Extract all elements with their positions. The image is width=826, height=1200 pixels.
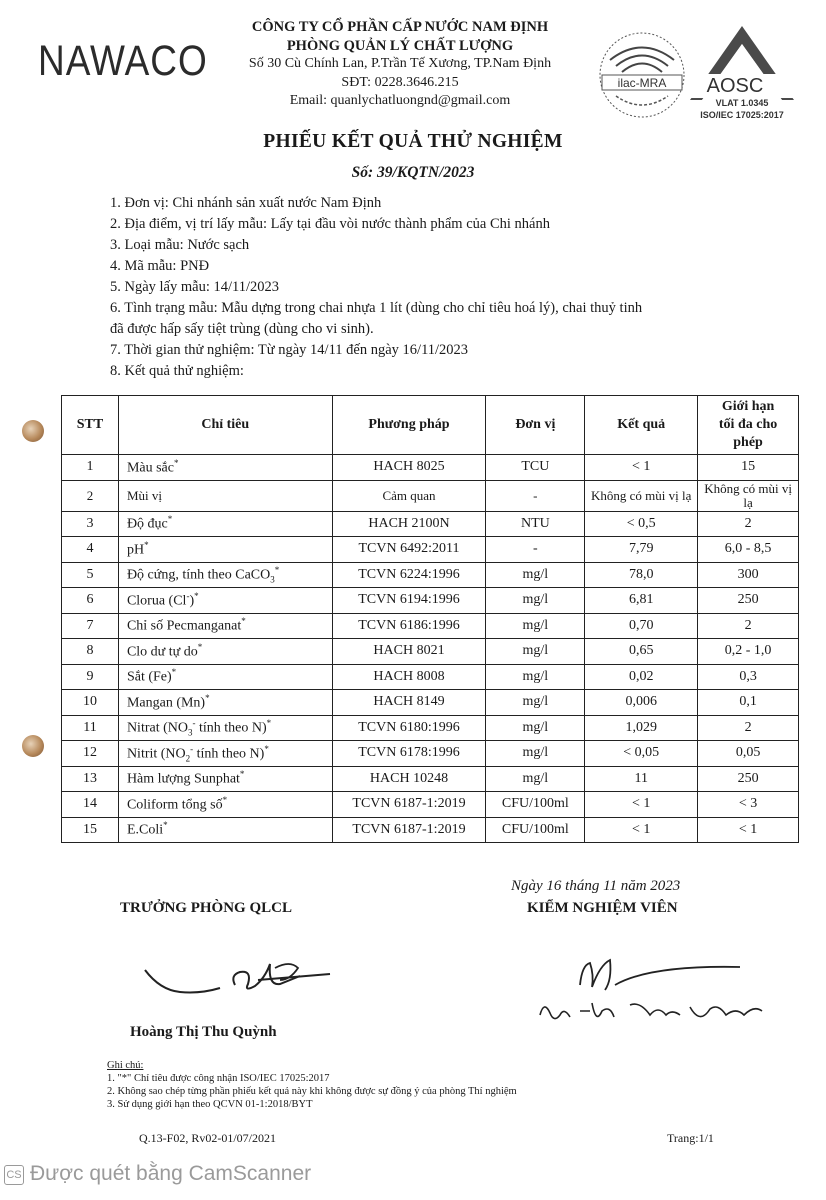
cell-stt: 1 (62, 455, 119, 481)
accredited-mark: * (163, 820, 168, 831)
cell-method: HACH 8008 (332, 664, 486, 690)
criteria-name: Độ cứng, tính theo CaCO (126, 567, 271, 583)
cell-method: TCVN 6492:2011 (332, 537, 486, 563)
criteria-name: Coliform tổng số (126, 797, 223, 813)
accredited-mark: * (197, 641, 203, 652)
cell-result: 0,65 (585, 639, 698, 665)
cell-result: < 0,5 (585, 511, 698, 537)
cell-stt: 14 (62, 792, 119, 818)
cell-method: TCVN 6180:1996 (332, 715, 486, 741)
accredited-mark: * (205, 692, 210, 703)
cell-unit: - (486, 480, 585, 511)
cell-limit: < 3 (698, 792, 799, 818)
cell-result: 0,006 (585, 690, 698, 716)
aosc-logo (690, 22, 800, 122)
cell-criteria (118, 817, 332, 843)
cell-result: 6,81 (585, 588, 698, 614)
cell-result: 11 (585, 766, 698, 792)
cell-limit: 250 (698, 588, 799, 614)
cell-result: < 1 (585, 792, 698, 818)
head-of-qc-name: Hoàng Thị Thu Quỳnh (130, 1024, 277, 1040)
camscanner-text: Được quét bằng CamScanner (30, 1162, 312, 1185)
cell-result: Không có mùi vị lạ (585, 480, 698, 511)
cell-unit: mg/l (486, 639, 585, 665)
header-result: Kết quả (585, 396, 698, 455)
header-criteria: Chỉ tiêu (118, 396, 332, 455)
cell-result: 7,79 (585, 537, 698, 563)
table-row (62, 562, 799, 588)
report-title: PHIẾU KẾT QUẢ THỬ NGHIỆM (263, 131, 563, 152)
cell-method: TCVN 6194:1996 (332, 588, 486, 614)
results-table (61, 395, 799, 843)
note-2: 2. Không sao chép từng phần phiếu kết quả này khi không được sự đồng ý của phòng Thí nghiệm (107, 1086, 517, 1097)
cell-unit: mg/l (486, 690, 585, 716)
cell-result: < 1 (585, 817, 698, 843)
cell-unit: mg/l (486, 741, 585, 767)
cell-method: HACH 8021 (332, 639, 486, 665)
cell-criteria (118, 537, 332, 563)
table-row (62, 792, 799, 818)
cell-method: TCVN 6186:1996 (332, 613, 486, 639)
table-header-row (62, 396, 799, 455)
cell-unit: mg/l (486, 664, 585, 690)
cell-method: TCVN 6187-1:2019 (332, 817, 486, 843)
table-row (62, 715, 799, 741)
cell-unit: - (486, 537, 585, 563)
nawaco-logo: NAWACO (38, 36, 208, 84)
cell-result: < 1 (585, 455, 698, 481)
criteria-name: Màu sắc (126, 460, 174, 476)
accredited-mark: * (173, 457, 179, 468)
criteria-name: E.Coli (126, 823, 164, 839)
note-3: 3. Sử dụng giới hạn theo QCVN 01-1:2018/BYT (107, 1099, 313, 1110)
cell-stt: 11 (62, 715, 119, 741)
table-row (62, 480, 799, 511)
aosc-code: VLAT 1.0345 (715, 98, 769, 108)
cell-limit: Không có mùi vị lạ (698, 480, 799, 511)
cell-stt: 13 (62, 766, 119, 792)
cell-unit: mg/l (486, 588, 585, 614)
report-number: Số: 39/KQTN/2023 (351, 164, 475, 181)
cell-criteria (118, 562, 332, 588)
cell-result: 0,70 (585, 613, 698, 639)
accredited-mark: * (144, 539, 149, 550)
info-sample-state: 6. Tình trạng mẫu: Mẫu dựng trong chai nhựa 1 lít (dùng cho chỉ tiêu hoá lý), chai thuỷ tinh (110, 300, 643, 316)
table-row (62, 537, 799, 563)
accredited-mark: * (171, 667, 177, 678)
cell-unit: mg/l (486, 766, 585, 792)
cell-method: HACH 8025 (332, 455, 486, 481)
cell-criteria (118, 639, 332, 665)
cell-stt: 15 (62, 817, 119, 843)
cell-result: < 0,05 (585, 741, 698, 767)
notes-heading: Ghi chú: (107, 1060, 144, 1071)
header-stt: STT (62, 396, 119, 455)
cell-stt: 8 (62, 639, 119, 665)
company-phone: SĐT: 0228.3646.215 (341, 74, 459, 90)
cell-unit: NTU (486, 511, 585, 537)
criteria-subscript: 2 (185, 752, 191, 763)
punch-hole-top (22, 420, 44, 442)
cell-criteria (118, 766, 332, 792)
company-header (210, 18, 590, 111)
info-sample-type: 3. Loại mẫu: Nước sạch (110, 237, 250, 253)
cell-criteria (118, 480, 332, 511)
accredited-mark: * (241, 616, 246, 627)
criteria-name-end: tính theo N) (193, 746, 265, 762)
inspector-role: KIỂM NGHIỆM VIÊN (527, 900, 678, 916)
cell-limit: 2 (698, 715, 799, 741)
cell-stt: 6 (62, 588, 119, 614)
accredited-mark: * (167, 514, 173, 525)
cell-method: HACH 2100N (332, 511, 486, 537)
cell-method: TCVN 6224:1996 (332, 562, 486, 588)
cell-criteria (118, 741, 332, 767)
punch-hole-bottom (22, 735, 44, 757)
cell-criteria (118, 715, 332, 741)
cell-method: TCVN 6178:1996 (332, 741, 486, 767)
cell-limit: 2 (698, 511, 799, 537)
cell-stt: 2 (62, 480, 119, 511)
aosc-label: AOSC (706, 75, 764, 97)
ilac-label: ilac-MRA (617, 76, 667, 90)
accredited-mark: * (239, 769, 245, 780)
cell-limit: 15 (698, 455, 799, 481)
table-row (62, 766, 799, 792)
cell-unit: mg/l (486, 613, 585, 639)
info-sample-code: 4. Mã mẫu: PNĐ (110, 258, 210, 274)
cell-limit: 6,0 - 8,5 (698, 537, 799, 563)
header-unit: Đơn vị (486, 396, 585, 455)
cell-unit: CFU/100ml (486, 817, 585, 843)
sample-info (110, 193, 790, 382)
criteria-superscript: - (192, 718, 196, 729)
criteria-name: pH (126, 542, 145, 558)
criteria-name: Mùi vị (126, 487, 162, 503)
cell-stt: 4 (62, 537, 119, 563)
table-row (62, 664, 799, 690)
criteria-name: Clorua (Cl (126, 593, 187, 609)
cell-criteria (118, 613, 332, 639)
form-code: Q.13-F02, Rv02-01/07/2021 (139, 1131, 277, 1145)
cell-method: HACH 8149 (332, 690, 486, 716)
cell-result: 1,029 (585, 715, 698, 741)
criteria-name-end: tính theo N) (195, 720, 267, 736)
cell-unit: TCU (486, 455, 585, 481)
table-row (62, 455, 799, 481)
cell-limit: 0,05 (698, 741, 799, 767)
camscanner-watermark (4, 1162, 311, 1186)
department-name: PHÒNG QUẢN LÝ CHẤT LƯỢNG (286, 37, 514, 54)
info-test-time: 7. Thời gian thử nghiệm: Từ ngày 14/11 đến ngày 16/11/2023 (110, 342, 469, 358)
sign-date: Ngày 16 tháng 11 năm 2023 (511, 878, 681, 894)
cell-unit: mg/l (486, 562, 585, 588)
cell-stt: 12 (62, 741, 119, 767)
cell-limit: 0,1 (698, 690, 799, 716)
criteria-name: Chỉ số Pecmanganat (126, 619, 242, 635)
cell-unit: mg/l (486, 715, 585, 741)
criteria-name: Độ đục (126, 517, 168, 533)
accredited-mark: * (264, 743, 269, 754)
accredited-mark: * (274, 565, 280, 576)
company-name: CÔNG TY CỔ PHẦN CẤP NƯỚC NAM ĐỊNH (251, 19, 549, 35)
info-sample-date: 5. Ngày lấy mẫu: 14/11/2023 (110, 279, 280, 295)
criteria-superscript: - (186, 590, 190, 601)
cell-limit: 0,3 (698, 664, 799, 690)
table-row (62, 588, 799, 614)
cell-stt: 3 (62, 511, 119, 537)
cell-criteria (118, 588, 332, 614)
criteria-name: Hàm lượng Sunphat (126, 772, 240, 788)
camscanner-icon: CS (4, 1165, 24, 1185)
cell-stt: 10 (62, 690, 119, 716)
cell-result: 78,0 (585, 562, 698, 588)
info-sample-state-cont: đã được hấp sấy tiệt trùng (dùng cho vi sinh). (110, 321, 374, 337)
note-1: 1. "*" Chỉ tiêu được công nhận ISO/IEC 17025:2017 (107, 1073, 330, 1084)
company-email: Email: quanlychatluongnd@gmail.com (289, 93, 511, 108)
cell-method: TCVN 6187-1:2019 (332, 792, 486, 818)
header-limit-line1: Giới hạn (721, 399, 775, 414)
table-row (62, 639, 799, 665)
cell-result: 0,02 (585, 664, 698, 690)
table-row (62, 690, 799, 716)
criteria-name: Nitrit (NO (126, 746, 186, 762)
table-row (62, 817, 799, 843)
header-limit (698, 396, 799, 455)
accredited-mark: * (194, 590, 199, 601)
table-row (62, 613, 799, 639)
cell-limit: 2 (698, 613, 799, 639)
header-method: Phương pháp (332, 396, 486, 455)
cell-criteria (118, 455, 332, 481)
criteria-name-end: ) (189, 593, 195, 609)
cell-method: HACH 10248 (332, 766, 486, 792)
criteria-name: Sắt (Fe) (126, 670, 172, 686)
table-row (62, 511, 799, 537)
cell-criteria (118, 792, 332, 818)
criteria-name: Mangan (Mn) (126, 695, 206, 711)
cell-stt: 5 (62, 562, 119, 588)
criteria-subscript: 3 (187, 727, 193, 738)
company-address: Số 30 Cù Chính Lan, P.Trần Tế Xương, TP.Nam Định (248, 56, 552, 71)
head-of-qc-role: TRƯỞNG PHÒNG QLCL (120, 900, 292, 916)
results-table-body (62, 455, 799, 843)
ilac-mra-logo (596, 30, 688, 120)
info-location: 2. Địa điểm, vị trí lấy mẫu: Lấy tại đầu vòi nước thành phẩm của Chi nhánh (110, 216, 550, 232)
accredited-mark: * (266, 718, 272, 729)
cell-criteria (118, 511, 332, 537)
aosc-standard: ISO/IEC 17025:2017 (700, 110, 784, 120)
cell-limit: < 1 (698, 817, 799, 843)
criteria-superscript: - (190, 743, 194, 754)
cell-stt: 7 (62, 613, 119, 639)
cell-method: Cảm quan (332, 480, 486, 511)
notes-section (107, 1059, 517, 1111)
page-number: Trang:1/1 (667, 1131, 714, 1145)
cell-criteria (118, 690, 332, 716)
cell-limit: 0,2 - 1,0 (698, 639, 799, 665)
cell-unit: CFU/100ml (486, 792, 585, 818)
cell-stt: 9 (62, 664, 119, 690)
criteria-subscript: 3 (270, 574, 275, 585)
info-unit: 1. Đơn vị: Chi nhánh sản xuất nước Nam Định (110, 195, 382, 211)
header-limit-line3: phép (733, 435, 763, 450)
criteria-name: Nitrat (NO (126, 720, 188, 736)
table-row (62, 741, 799, 767)
criteria-name: Clo dư tự do (126, 644, 198, 660)
header-limit-line2: tối đa cho (718, 417, 778, 432)
cell-criteria (118, 664, 332, 690)
signature-left (140, 950, 340, 1010)
accredited-mark: * (222, 794, 228, 805)
cell-limit: 250 (698, 766, 799, 792)
signature-right (530, 945, 780, 1035)
info-results-label: 8. Kết quả thử nghiệm: (110, 363, 244, 379)
cell-limit: 300 (698, 562, 799, 588)
